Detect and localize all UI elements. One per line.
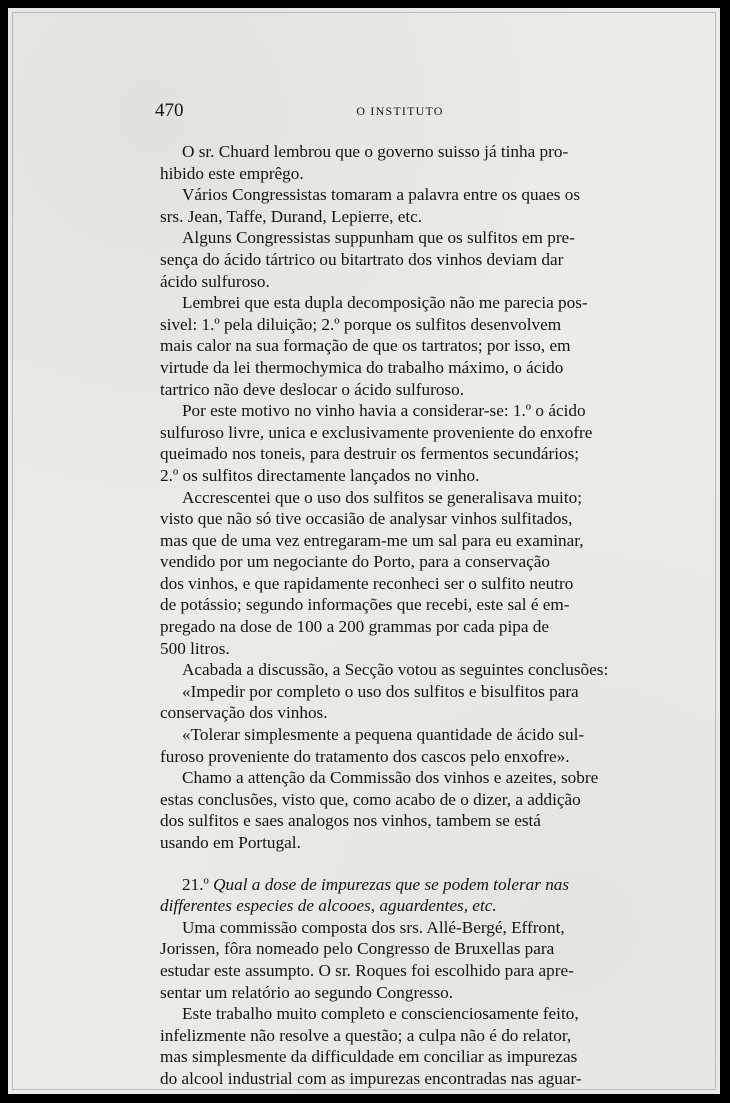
question-number: 21.º bbox=[182, 874, 209, 894]
paragraph: O sr. Chuard lembrou que o governo suisso já tinha pro- hibido este emprêgo. bbox=[160, 142, 569, 183]
paragraph: Por este motivo no vinho havia a considerar-se: 1.º o ácido sulfuroso livre, unica e exclusivamente proveniente do enxofre queimado nos toneis, para destruir os fermentos secundários; 2.º os sulfitos directamente lançados no vinho. bbox=[160, 401, 593, 485]
paragraph: Uma commissão composta dos srs. Allé-Bergé, Effront, Jorissen, fôra nomeado pelo Congresso de Bruxellas para estudar este assumpto. O sr. Roques foi escolhido para apre- sentar um relatório ao segundo Congresso. bbox=[160, 917, 574, 1002]
page-number: 470 bbox=[155, 100, 184, 121]
journal-title: O INSTITUTO bbox=[356, 104, 444, 118]
paragraph: «Tolerar simplesmente a pequena quantidade de ácido sul- furoso proveniente do tratamento dos cascos pelo enxofre». bbox=[160, 725, 585, 766]
paragraph: Accrescentei que o uso dos sulfitos se generalisava muito; visto que não só tive occasião de analysar vinhos sulfitados, mas que de uma vez entregaram-me um sal para eu examinar, vendido por um negociante do Porto, para a conservação dos vinhos, e que rapidamente reconheci ser o sulfito neutro de potássio; segundo informações que recebi, este sal é em- pregado na dose de 100 a 200 grammas por cada pipa de 500 litros. bbox=[160, 487, 584, 658]
paragraph: Alguns Congressistas suppunham que os sulfitos em pre- sença do ácido tártrico ou bitartrato dos vinhos deviam dar ácido sulfuroso. bbox=[160, 228, 575, 291]
scanned-page bbox=[8, 8, 720, 1094]
paragraph: Este trabalho muito completo e conscienciosamente feito, infelizmente não resolve a questão; a culpa não é do relator, mas simplesmente da difficuldade em conciliar as impurezas do alcool industrial com as impurezas encontradas nas aguar- bbox=[160, 1004, 582, 1088]
paragraph: Lembrei que esta dupla decomposição não me parecia pos- sivel: 1.º pela diluição; 2.º porque os sulfitos desenvolvem mais calor na sua formação de que os tartratos; por isso, em virtude da lei thermochymica do trabalho máximo, o ácido tartrico não deve deslocar o ácido sulfuroso. bbox=[160, 293, 588, 399]
body-text bbox=[160, 141, 645, 1090]
paragraph: Acabada a discussão, a Secção votou as seguintes conclusões: bbox=[182, 660, 609, 680]
paragraph: Chamo a attenção da Commissão dos vinhos e azeites, sobre estas conclusões, visto que, como acabo de o dizer, a addição dos sulfitos e saes analogos nos vinhos, tambem se está usando em Portugal. bbox=[160, 768, 599, 852]
running-head bbox=[155, 100, 645, 122]
question-heading bbox=[160, 874, 645, 917]
paragraph: «Impedir por completo o uso dos sulfitos e bisulfitos para conservação dos vinhos. bbox=[160, 681, 579, 723]
question-text: Qual a dose de impurezas que se podem tolerar nas differentes especies de alcooes, aguardentes, etc. bbox=[160, 874, 570, 916]
paragraph: Vários Congressistas tomaram a palavra entre os quaes os srs. Jean, Taffe, Durand, Lepierre, etc. bbox=[160, 185, 581, 226]
